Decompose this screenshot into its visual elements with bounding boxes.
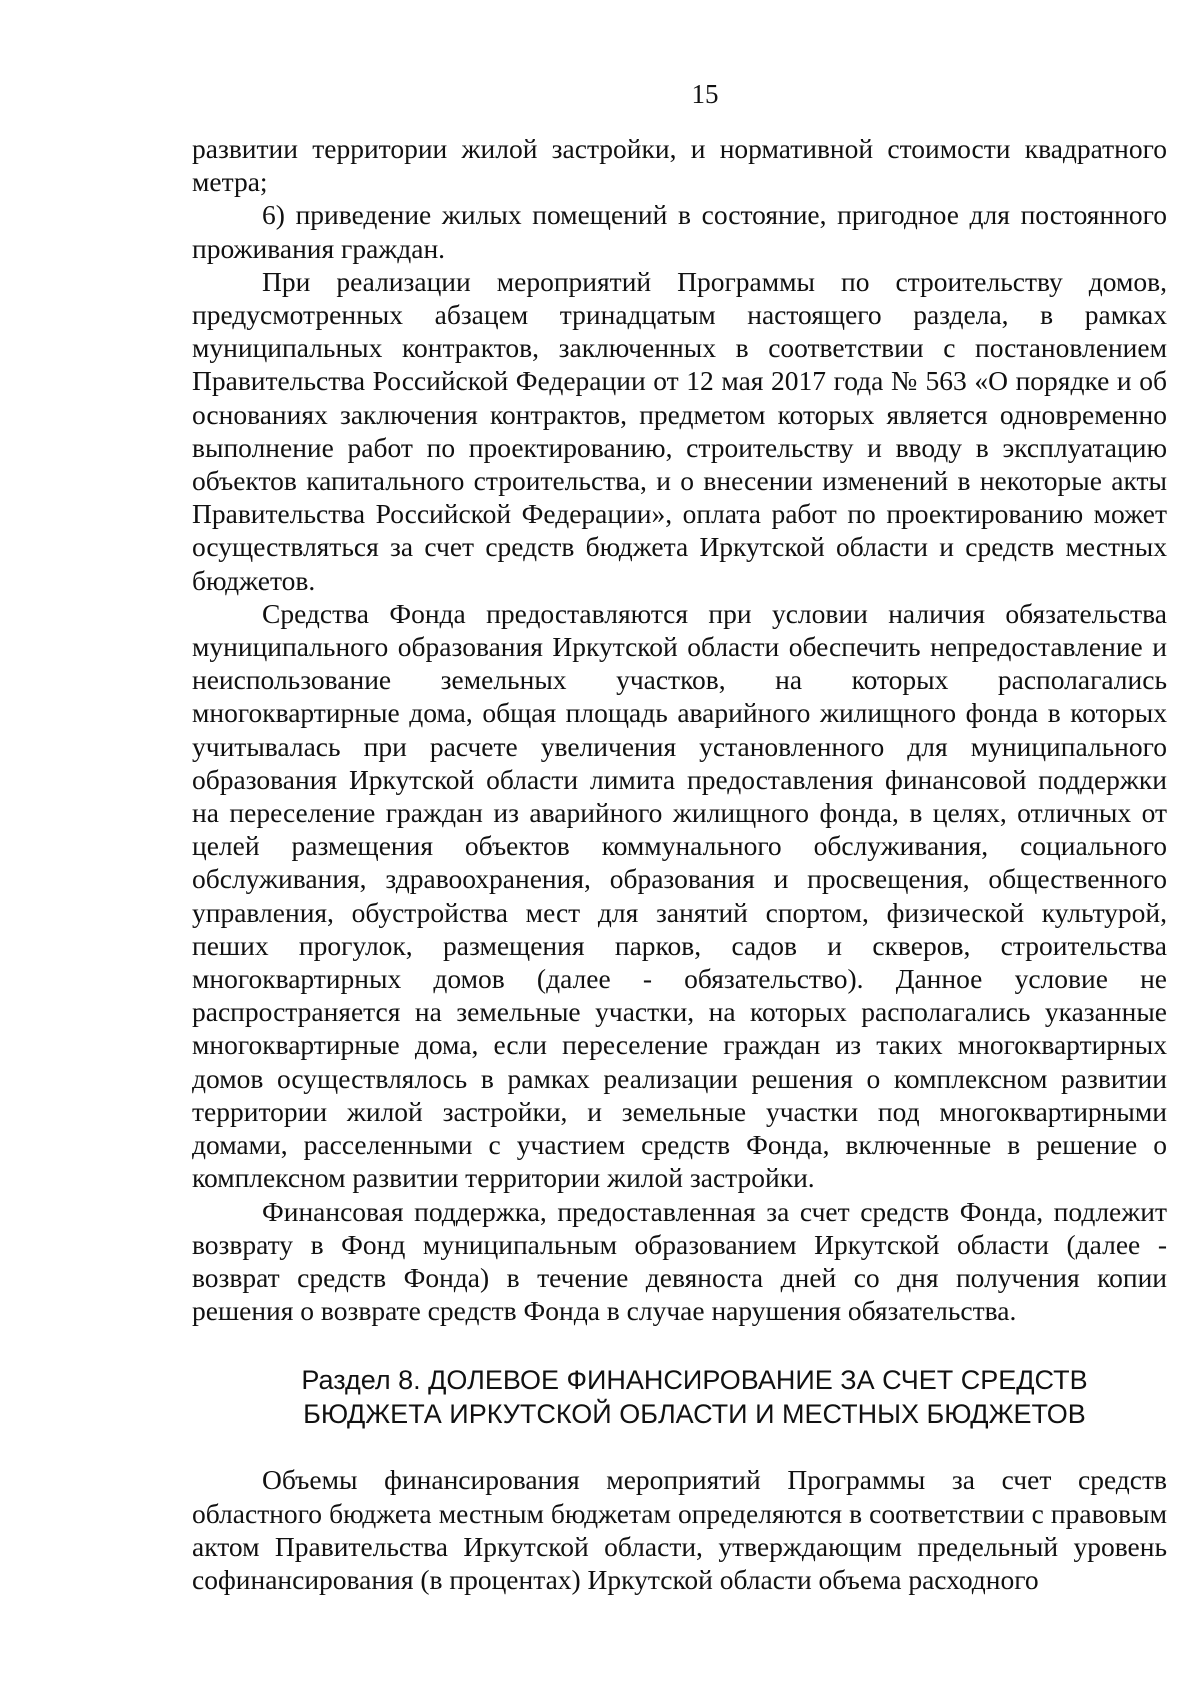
paragraph: развитии территории жилой застройки, и нормативной стоимости квадратного метра;: [192, 133, 1167, 198]
section-heading-line-1: Раздел 8. ДОЛЕВОЕ ФИНАНСИРОВАНИЕ ЗА СЧЕТ СРЕДСТВ: [301, 1365, 1088, 1396]
paragraph: При реализации мероприятий Программы по строительству домов, предусмотренных абзацем тринадцатым настоящего раздела, в рамках муниципальных контрактов, заключенных в соответствии с постановлением Правительства Российской Федерации от 12 мая 2017 года № 563 «О порядке и об основаниях заключения контрактов, предметом которых является одновременно выполнение работ по проектированию, строительству и вводу в эксплуатацию объектов капитального строительства, и о внесении изменений в некоторые акты Правительства Российской Федерации», оплата работ по проектированию может осуществляться за счет средств бюджета Иркутской области и средств местных бюджетов.: [192, 265, 1167, 596]
section-heading: [192, 1363, 1167, 1431]
paragraph: Средства Фонда предоставляются при условии наличия обязательства муниципального образования Иркутской области обеспечить непредоставление и неиспользование земельных участков, на которых располагались многоквартирные дома, общая площадь аварийного жилищного фонда в которых учитывалась при расчете увеличения установленного для муниципального образования Иркутской области лимита предоставления финансовой поддержки на переселение граждан из аварийного жилищного фонда, в целях, отличных от целей размещения объектов коммунального обслуживания, социального обслуживания, здравоохранения, образования и просвещения, общественного управления, обустройства мест для занятий спортом, физической культурой, пеших прогулок, размещения парков, садов и скверов, строительства многоквартирных домов (далее - обязательство). Данное условие не распространяется на земельные участки, на которых располагались указанные многоквартирные дома, если переселение граждан из таких многоквартирных домов осуществлялось в рамках реализации решения о комплексном развитии территории жилой застройки, и земельные участки под многоквартирными домами, расселенными с участием средств Фонда, включенные в решение о комплексном развитии территории жилой застройки.: [192, 597, 1167, 1194]
paragraph: Финансовая поддержка, предоставленная за счет средств Фонда, подлежит возврату в Фонд муниципальным образованием Иркутской области (далее - возврат средств Фонда) в течение девяноста дней со дня получения копии решения о возврате средств Фонда в случае нарушения обязательства.: [192, 1195, 1167, 1327]
page-number: 15: [691, 79, 719, 109]
paragraph: 6) приведение жилых помещений в состояние, пригодное для постоянного проживания граждан.: [192, 199, 1167, 264]
section-heading-line-2: БЮДЖЕТА ИРКУТСКОЙ ОБЛАСТИ И МЕСТНЫХ БЮДЖЕТОВ: [303, 1399, 1086, 1430]
document-body: [192, 132, 1167, 1596]
paragraphs-after-section: [192, 1463, 1167, 1596]
paragraph: Объемы финансирования мероприятий Программы за счет средств областного бюджета местным бюджетам определяются в соответствии с правовым актом Правительства Иркутской области, утверждающим предельный уровень софинансирования (в процентах) Иркутской области объема расходного: [192, 1464, 1167, 1595]
paragraphs-before-section: [192, 132, 1167, 1327]
